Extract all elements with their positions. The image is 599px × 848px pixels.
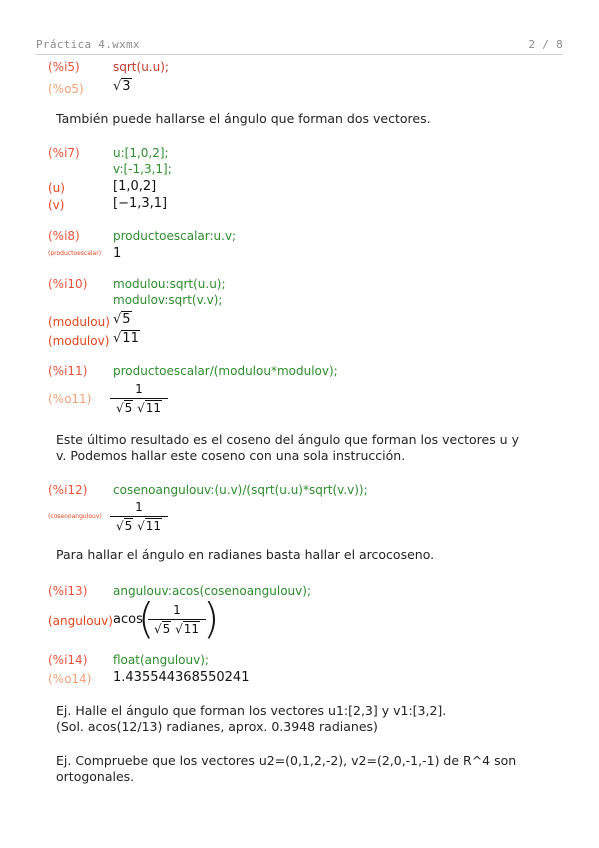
code-i12[interactable]: cosenoangulouv:(u.v)/(sqrt(u.u)*sqrt(v.v));: [113, 483, 368, 497]
fraction-bar: [148, 619, 206, 620]
radicand: 5: [122, 312, 131, 327]
right-paren: ): [203, 594, 220, 643]
code-i10-line2[interactable]: modulov:sqrt(v.v);: [113, 293, 223, 307]
numerator: 1: [135, 382, 143, 396]
output-modulou: √5: [113, 312, 131, 327]
denominator: √5 √11: [153, 622, 200, 636]
code-i13[interactable]: angulouv:acos(cosenoangulouv);: [113, 584, 311, 598]
code-i10-line1[interactable]: modulou:sqrt(u.u);: [113, 277, 226, 291]
text-cell-2b: v. Podemos hallar este coseno con una sola instrucción.: [56, 448, 406, 463]
code-i14[interactable]: float(angulouv);: [113, 653, 209, 667]
output-u: [1,0,2]: [113, 179, 157, 194]
output-label-u: (u): [48, 181, 65, 195]
code-i5[interactable]: [113, 60, 169, 74]
input-label-i10: (%i10): [48, 277, 88, 291]
left-paren: (: [138, 594, 155, 643]
numerator: 1: [135, 500, 143, 514]
code-i7-line1[interactable]: u:[1,0,2];: [113, 146, 169, 160]
page-indicator: 2 / 8: [528, 38, 563, 51]
text-cell-1: También puede hallarse el ángulo que forman dos vectores.: [56, 111, 431, 126]
input-label-i13: (%i13): [48, 584, 88, 598]
output-label-o5: (%o5): [48, 82, 84, 96]
input-label-i8: (%i8): [48, 229, 80, 243]
fraction-cosenoangulouv: [110, 500, 168, 533]
input-label-i7: (%i7): [48, 146, 80, 160]
output-label-o11: (%o11): [48, 392, 92, 406]
text-cell-3: Para hallar el ángulo en radianes basta hallar el arcocoseno.: [56, 547, 435, 562]
code-i8[interactable]: productoescalar:u.v;: [113, 229, 237, 243]
fraction-bar: [110, 398, 168, 399]
exercise-1-line2: (Sol. acos(12/13) radianes, aprox. 0.3948 radianes): [56, 719, 378, 734]
output-label-angulouv: (angulouv): [48, 614, 113, 628]
fraction-bar: [110, 516, 168, 517]
code-text: sqrt(u.u);: [113, 60, 169, 74]
fraction-o11: [110, 382, 168, 415]
output-o5: [113, 79, 132, 94]
header-rule: [36, 54, 563, 55]
code-i7-line2[interactable]: v:[-1,3,1];: [113, 162, 172, 176]
output-v: [−1,3,1]: [113, 196, 168, 211]
denominator: √5 √11: [115, 519, 162, 533]
radicand: 11: [122, 331, 139, 346]
output-o14: 1.435544368550241: [113, 670, 250, 685]
input-label-i14: (%i14): [48, 653, 88, 667]
text-cell-2a: Este último resultado es el coseno del ángulo que forman los vectores u y: [56, 432, 519, 447]
output-label-modulou: (modulou): [48, 315, 110, 329]
exercise-2-line2: ortogonales.: [56, 769, 135, 784]
exercise-1-line1: Ej. Halle el ángulo que forman los vectores u1:[2,3] y v1:[3,2].: [56, 703, 447, 718]
document-title: Práctica 4.wxmx: [36, 38, 140, 51]
input-label-i12: (%i12): [48, 483, 88, 497]
output-productoescalar: 1: [113, 246, 122, 261]
sqrt-symbol: √3: [113, 79, 131, 94]
exercise-2-line1: Ej. Compruebe que los vectores u2=(0,1,2,-2), v2=(2,0,-1,-1) de R^4 son: [56, 753, 517, 768]
input-label-i5: (%i5): [48, 60, 80, 74]
acos-function: acos: [113, 612, 143, 627]
output-label-modulov: (modulov): [48, 334, 110, 348]
input-label-i11: (%i11): [48, 364, 88, 378]
fraction-angulouv: [148, 603, 206, 636]
code-i11[interactable]: productoescalar/(modulou*modulov);: [113, 364, 338, 378]
radicand: 3: [122, 79, 131, 94]
output-label-o14: (%o14): [48, 672, 92, 686]
numerator: 1: [173, 603, 181, 617]
output-label-cosenoangulouv: (cosenoangulouv): [48, 513, 102, 520]
output-label-productoescalar: (productoescalar): [48, 250, 102, 257]
output-modulov: √11: [113, 331, 139, 346]
output-label-v: (v): [48, 198, 65, 212]
denominator: √5 √11: [115, 401, 162, 415]
